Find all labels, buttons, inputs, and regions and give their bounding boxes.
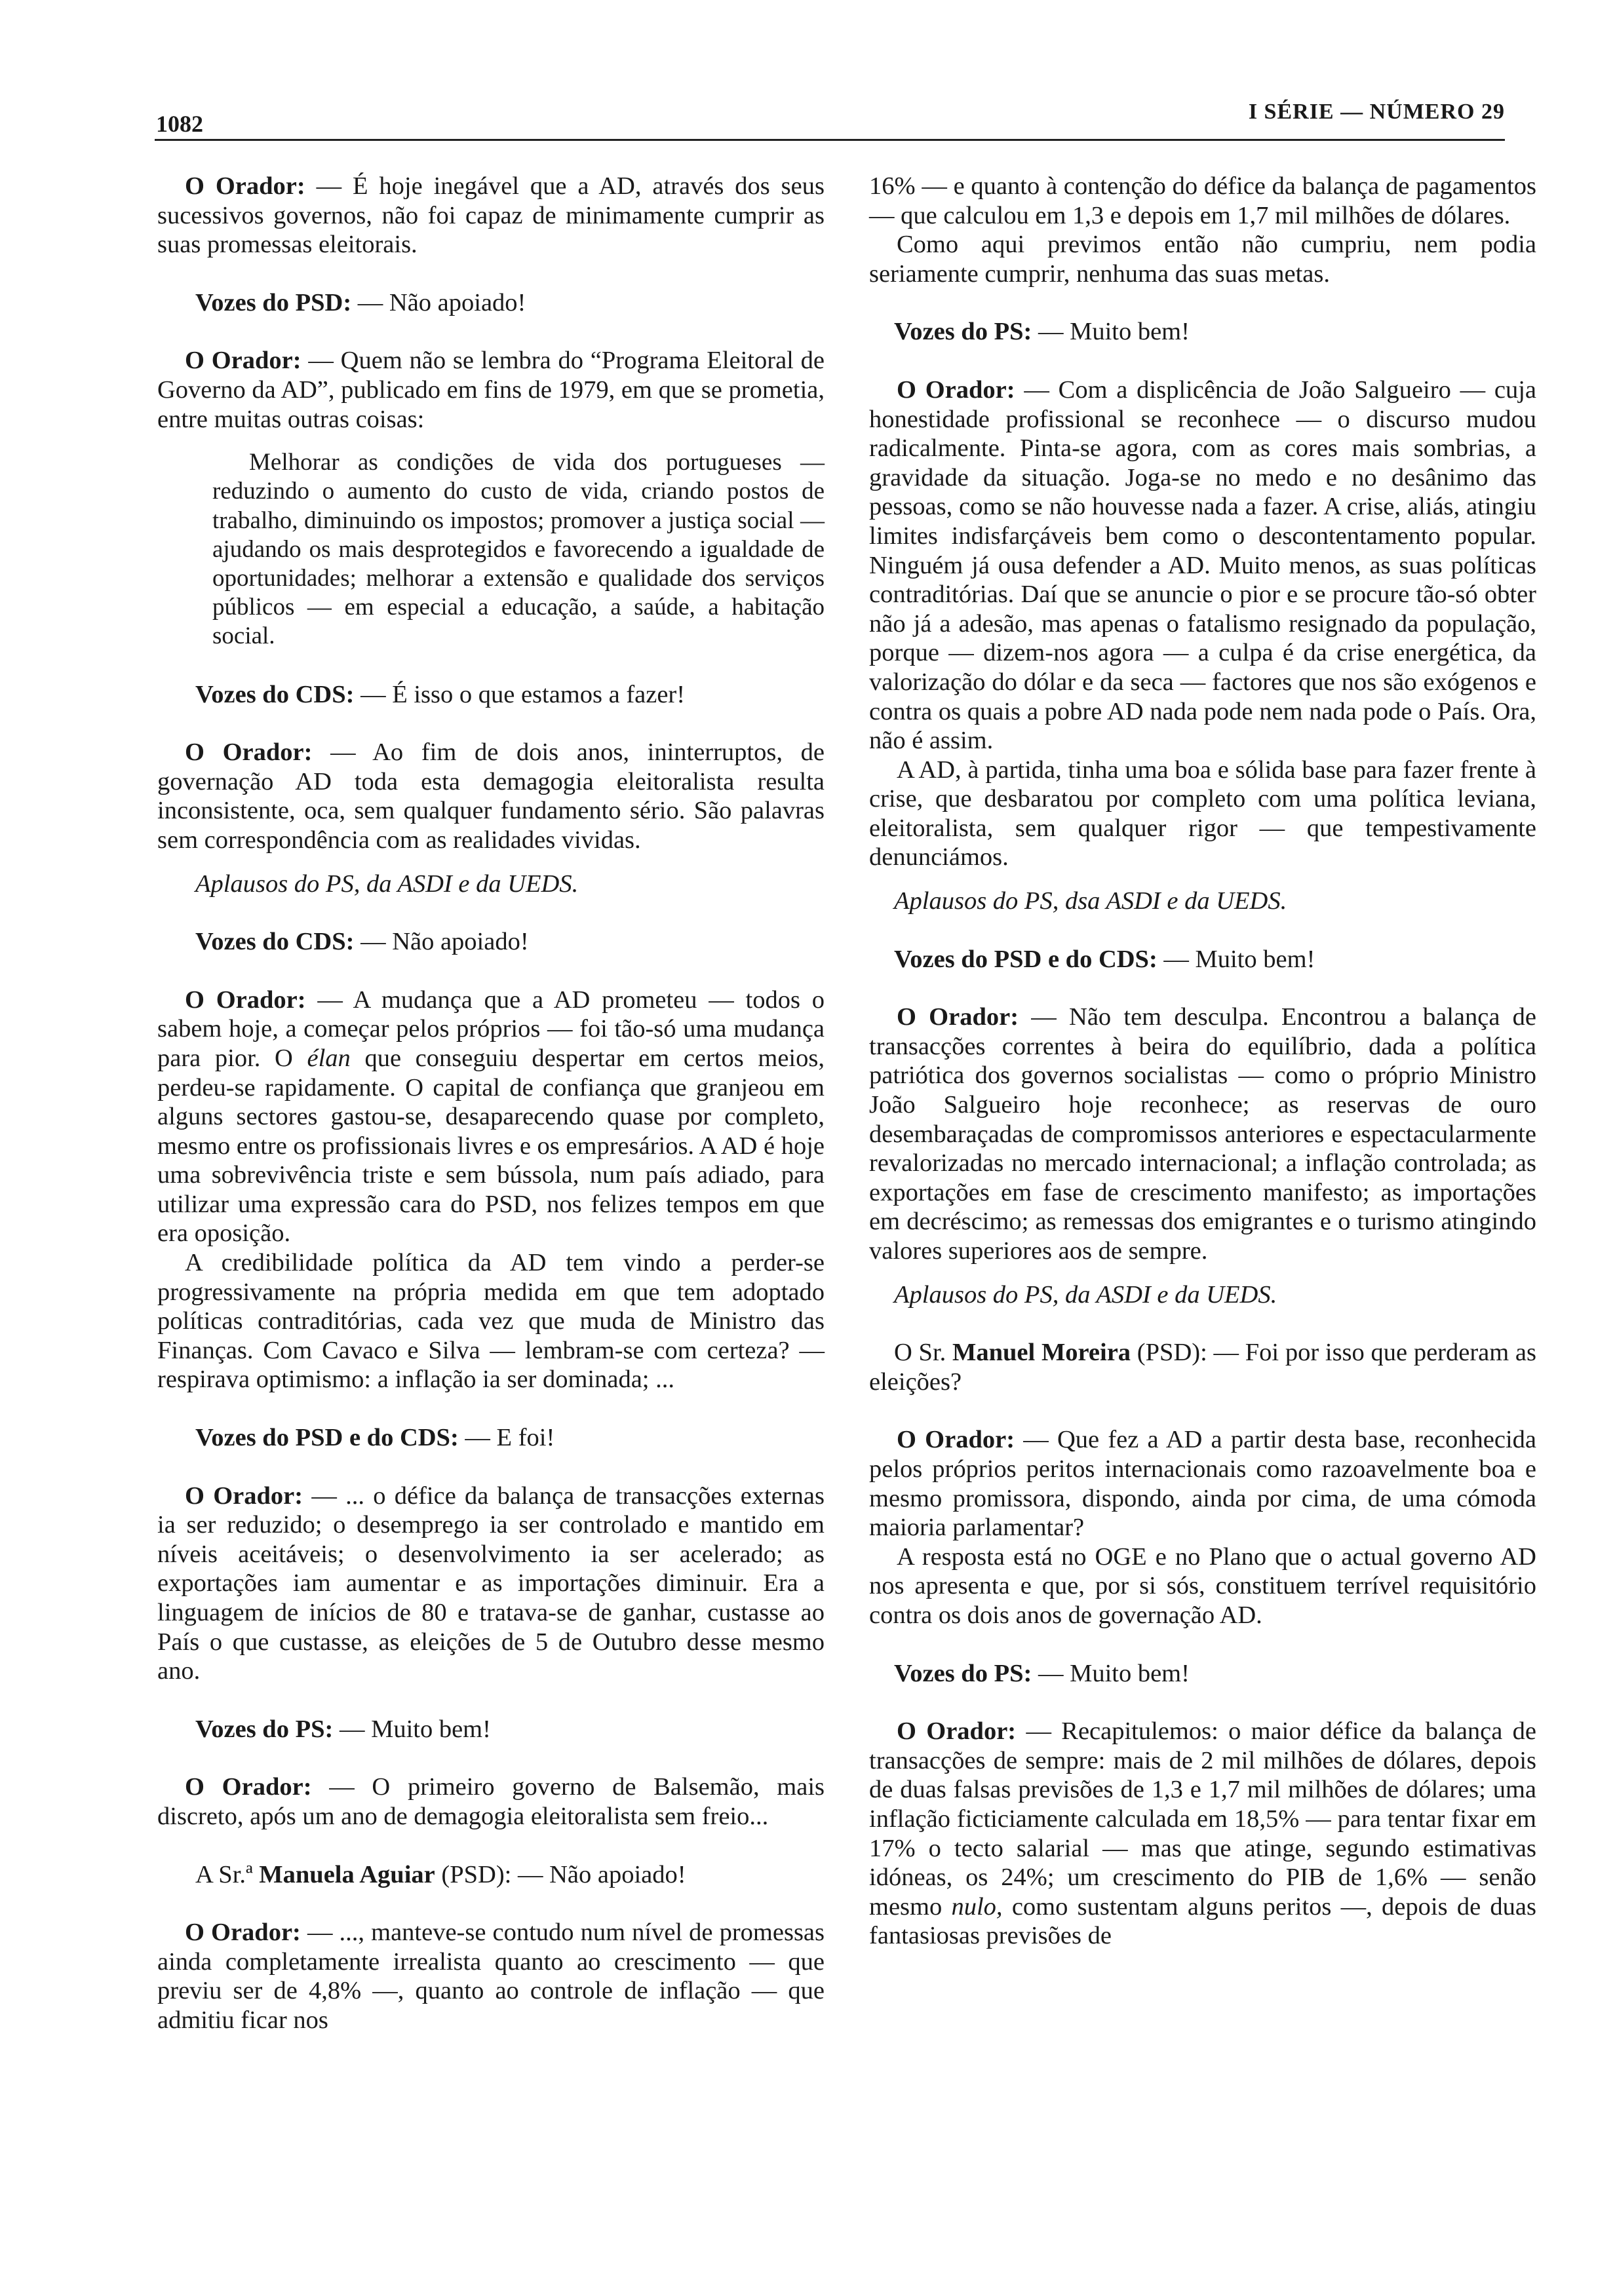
interjection-text: (PSD): — Foi por isso que perderam as eleições? <box>869 1339 1536 1396</box>
speech-paragraph: 16% — e quanto à contenção do défice da balança de pagamentos — que calculou em 1,3 e depois em 1,7 mil milhões de dólares. <box>869 172 1536 229</box>
interjection <box>869 945 1536 974</box>
interjection <box>157 1715 825 1744</box>
speaker-name: Manuela Aguiar <box>259 1860 435 1888</box>
speech-text: como sustentam alguns peritos —, depois de duas fantasiosas previsões de <box>869 1892 1537 1950</box>
speech-paragraph <box>157 346 825 434</box>
interjection-text: — Não apoiado! <box>354 928 529 956</box>
speaker-name: Vozes do PSD e do CDS: <box>195 1424 459 1452</box>
interjection-text: — Não apoiado! <box>351 288 526 316</box>
speech-text: — Com a displicência de João Salgueiro — cuja honestidade profissional se reconhece — o discurso mudou radicalmente. Pinta-se agora, com as cores mais sombrias, a gravidade da situação. Joga-se no medo e no desânimo das pessoas, como se não houvesse nada a fazer. A crise, aliás, atingiu limites indisfarçáveis bem como o descontentamento popular. Ninguém já ousa defender a AD. Muito menos, as suas políticas contraditórias. Daí que se anuncie o pior e se procure tão-só obter não já a adesão, mas apenas o fatalismo resignado da população, porque — dizem-nos agora — a culpa é da crise energética, da valorização do dólar e da seca — factores que nos são exógenos e contra os quais a pobre AD nada pode nem nada pode o País. Ora, não é assim. <box>869 375 1537 755</box>
speaker-name: Vozes do PS: <box>894 1659 1032 1687</box>
right-column <box>869 172 1536 1951</box>
header-rule <box>155 139 1505 141</box>
speech-text: — ... o défice da balança de transacções externas ia ser reduzido; o desemprego ia ser controlado e mantido em níveis aceitáveis; o desenvolvimento ia ser acelerado; as exportações iam aumentar e as importações diminuir. Era a linguagem de inícios de 80 e tratava-se de ganhar, custasse ao País o que custasse, as eleições de 5 de Outubro desse mesmo ano. <box>157 1482 825 1685</box>
interjection-text: — Muito bem! <box>1032 1659 1190 1687</box>
speech-paragraph: A resposta está no OGE e no Plano que o actual governo AD nos apresenta e que, por si sós, constituem terrível requisitório contra os dois anos de governação AD. <box>869 1542 1536 1629</box>
speaker-name: O Orador: <box>185 347 302 375</box>
speech-text: — O primeiro governo de Balsemão, mais discreto, após um ano de demagogia eleitoralista sem freio... <box>157 1773 825 1830</box>
speech-paragraph <box>157 172 825 259</box>
speech-text: — Ao fim de dois anos, ininterruptos, de governação AD toda esta demagogia eleitoralista resulta inconsistente, oca, sem qualquer fundamento sério. São palavras sem correspondência com as realidades vividas. <box>157 738 825 854</box>
interjection <box>157 927 825 957</box>
speaker-prefix: O Sr. <box>894 1339 953 1367</box>
interjection-text: — Muito bem! <box>1032 318 1190 346</box>
speaker-name: Vozes do CDS: <box>195 928 355 956</box>
speaker-name: O Orador: <box>185 1482 303 1510</box>
applause-note: Aplausos do PS, da ASDI e da UEDS. <box>195 870 579 898</box>
interjection-text: — Muito bem! <box>1157 945 1315 973</box>
speech-paragraph <box>157 1772 825 1831</box>
interjection-text: (PSD): — Não apoiado! <box>435 1860 686 1888</box>
speech-text: — Quem não se lembra do “Programa Eleitoral de Governo da AD”, publicado em fins de 1979, em que se prometia, entre muitas outras coisas: <box>157 347 825 433</box>
speech-text: que conseguiu despertar em certos meios, perdeu-se rapidamente. O capital de confiança que granjeou em alguns sectores gastou-se, desaparecendo quase por completo, mesmo entre os profissionais livres e os empresários. A AD é hoje uma sobrevivência triste e sem bússola, num país adiado, para utilizar uma expressão cara do PSD, nos felizes tempos em que era oposição. <box>157 1044 825 1248</box>
speaker-name: O Orador: <box>185 738 313 767</box>
speech-text: — É hoje inegável que a AD, através dos seus sucessivos governos, não foi capaz de minimamente cumprir as suas promessas eleitorais. <box>157 172 825 259</box>
speaker-name: Vozes do PS: <box>894 318 1032 346</box>
speaker-name: O Orador: <box>185 172 305 200</box>
speech-text: — Recapitulemos: o maior défice da balança de transacções de sempre: mais de 2 mil milhões de dólares, depois de duas falsas previsões de 1,3 e 1,7 mil milhões de dólares; uma inflação ficticiamente calculada em 18,5% — para tentar fixar em 17% o tecto salarial — mas que atinge, segundo estimativas idóneas, os 24%; um crescimento do PIB de 1,6% — senão mesmo <box>869 1717 1536 1921</box>
speech-text: — Que fez a AD a partir desta base, reconhecida pelos próprios peritos internacionais como razoavelmente boa e mesmo promissora, dispondo, ainda por cima, de uma cómoda maioria parlamentar? <box>869 1426 1536 1542</box>
interjection <box>869 1338 1536 1396</box>
italic-term: élan <box>307 1044 351 1072</box>
speech-text: — A mudança que a AD prometeu — todos o sabem hoje, a começar pelos próprios — foi tão-só uma mudança para pior. O <box>157 985 825 1072</box>
speech-paragraph <box>869 1717 1536 1951</box>
interjection <box>157 288 825 318</box>
speech-paragraph: A AD, à partida, tinha uma boa e sólida base para fazer frente à crise, que desbaratou por completo com uma política leviana, eleitoralista, sem qualquer rigor — que tempestivamente denunciámos. <box>869 756 1536 871</box>
speech-paragraph <box>869 375 1536 756</box>
series-label: I SÉRIE — NÚMERO 29 <box>1248 100 1505 124</box>
speaker-name: O Orador: <box>185 1919 301 1947</box>
italic-term: nulo, <box>951 1892 1003 1921</box>
applause-note: Aplausos do PS, da ASDI e da UEDS. <box>894 1280 1277 1309</box>
speech-text: — ..., manteve-se contudo num nível de promessas ainda completamente irrealista quanto ao crescimento — que previu ser de 4,8% —, quanto ao controle de inflação — que admitiu ficar nos <box>157 1919 825 2034</box>
speaker-name: O Orador: <box>185 985 306 1014</box>
speech-paragraph <box>157 1482 825 1686</box>
interjection-text: — É isso o que estamos a fazer! <box>354 680 686 708</box>
speech-paragraph: A credibilidade política da AD tem vindo a perder-se progressivamente na própria medida em que tem adoptado políticas contraditórias, cada vez que muda de Ministro das Finanças. Com Cavaco e Silva — lembram-se com certeza? — respirava optimismo: a inflação ia ser dominada; ... <box>157 1249 825 1394</box>
interjection <box>869 1659 1536 1689</box>
speaker-name: O Orador: <box>185 1773 312 1801</box>
speech-paragraph <box>157 738 825 854</box>
speaker-prefix: A Sr.ª <box>195 1860 260 1888</box>
interjection-text: — Muito bem! <box>333 1715 491 1743</box>
speech-paragraph <box>869 1003 1536 1265</box>
speaker-name: Vozes do PSD: <box>195 288 352 316</box>
speaker-name: O Orador: <box>897 1717 1017 1746</box>
speaker-name: Vozes do PSD e do CDS: <box>894 945 1158 973</box>
speech-paragraph <box>157 1918 825 2035</box>
interjection <box>157 680 825 710</box>
speaker-name: O Orador: <box>897 1003 1019 1031</box>
left-column <box>157 172 825 2035</box>
applause-note: Aplausos do PS, dsa ASDI e da UEDS. <box>894 887 1287 915</box>
speech-paragraph <box>869 1425 1536 1542</box>
block-quote: Melhorar as condições de vida dos portugueses — reduzindo o aumento do custo de vida, criando postos de trabalho, diminuindo os impostos; promover a justiça social — ajudando os mais desprotegidos e favorecendo a igualdade de oportunidades; melhorar a extensão e qualidade dos serviços públicos — em especial a educação, a saúde, a habitação social. <box>212 449 825 650</box>
speech-paragraph: Como aqui previmos então não cumpriu, nem podia seriamente cumprir, nenhuma das suas metas. <box>869 231 1536 288</box>
interjection <box>869 317 1536 347</box>
page-number: 1082 <box>156 111 203 137</box>
speaker-name: O Orador: <box>897 375 1015 404</box>
speech-paragraph <box>157 985 825 1248</box>
speaker-name: O Orador: <box>897 1426 1015 1454</box>
interjection <box>157 1423 825 1453</box>
interjection-text: — E foi! <box>458 1424 555 1452</box>
speaker-name: Vozes do CDS: <box>195 680 355 708</box>
interjection <box>157 1860 825 1890</box>
speech-text: — Não tem desculpa. Encontrou a balança de transacções correntes à beira do equilíbrio, dada a política patriótica dos governos socialistas — como o próprio Ministro João Salgueiro hoje reconhece; as reservas de ouro desembaraçadas de compromissos anteriores e espectacularmente revalorizadas no mercado internacional; a inflação controlada; as exportações em fase de crescimento manifesto; as importações em decréscimo; as remessas dos emigrantes e o turismo atingindo valores superiores aos de sempre. <box>869 1003 1536 1265</box>
speaker-name: Manuel Moreira <box>952 1339 1131 1367</box>
speaker-name: Vozes do PS: <box>195 1715 334 1743</box>
